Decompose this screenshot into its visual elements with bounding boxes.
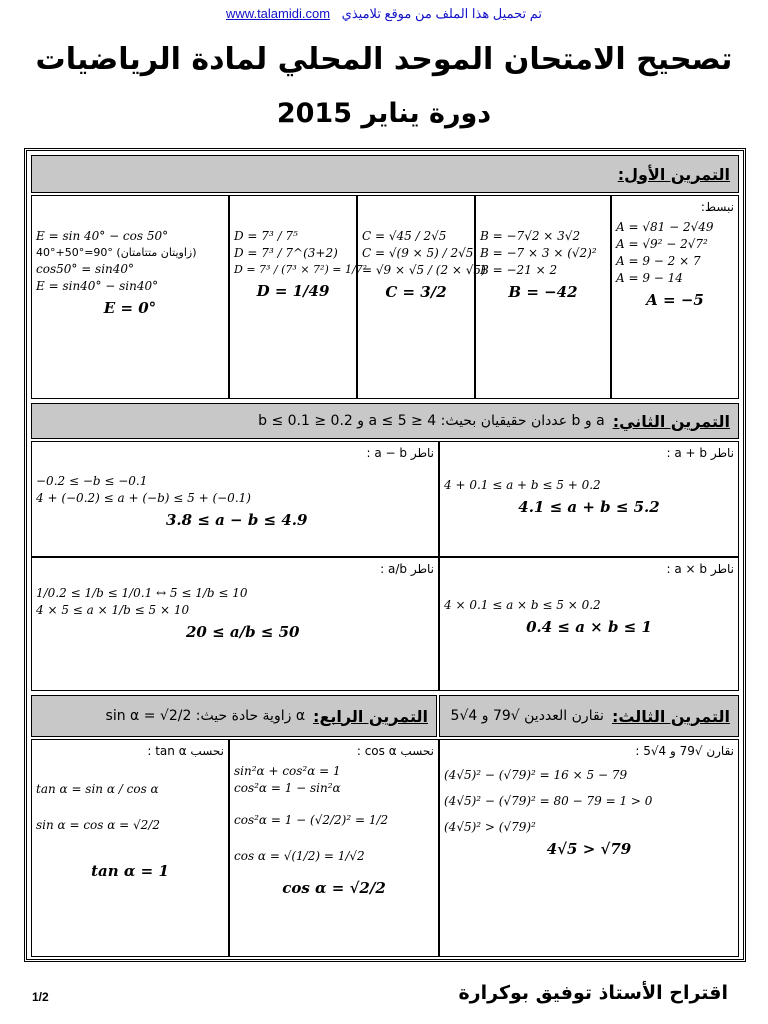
ex1-a-result: A = −5 — [646, 291, 704, 309]
ex2-diff — [31, 441, 439, 557]
ex2-prod — [439, 557, 739, 691]
ex1-a-label: نبسط: — [700, 200, 734, 214]
ex4-tan-result: tan α = 1 — [91, 862, 169, 880]
ex1-part-b — [475, 195, 611, 399]
exercise-1-title: التمرين الأول: — [617, 164, 730, 184]
exercise-2-statement: a و b عددان حقيقيان بحيث: 4 ≤ a ≤ 5 و 0.2 ≤ b ≤ 0.1 — [258, 413, 605, 429]
ex2-diff-line: 4 + (−0.2) ≤ a + (−b) ≤ 5 + (−0.1) — [36, 491, 251, 505]
ex1-e-line: E = sin 40° − cos 50° — [36, 229, 169, 243]
ex4-cos-line: cos²α = 1 − sin²α — [234, 781, 341, 795]
ex1-c-line: = √9 × √5 / (2 × √5) — [362, 263, 486, 277]
ex2-quot-line: 1/0.2 ≤ 1/b ≤ 1/0.1 ↔ 5 ≤ 1/b ≤ 10 — [36, 586, 248, 600]
ex4-cos-result: cos α = √2/2 — [282, 879, 386, 897]
solutions-frame — [24, 148, 746, 962]
ex2-quot — [31, 557, 439, 691]
ex4-tan-label: نحسب tan α : — [147, 744, 224, 758]
ex1-b-line: B = −21 × 2 — [480, 263, 558, 277]
ex4-cos — [229, 739, 439, 957]
exercise-2-header — [31, 403, 739, 439]
ex1-c-result: C = 3/2 — [385, 283, 447, 301]
page-number: 1/2 — [32, 990, 49, 1004]
ex1-d-line: D = 7³ / 7⁵ — [234, 229, 298, 243]
ex2-diff-line: −0.2 ≤ −b ≤ −0.1 — [36, 474, 148, 488]
ex1-part-d — [229, 195, 368, 399]
ex1-d-line: D = 7³ / 7^(3+2) — [234, 246, 338, 260]
ex2-sum-result: 4.1 ≤ a + b ≤ 5.2 — [518, 498, 660, 516]
ex1-c-line: C = √(9 × 5) / 2√5 — [362, 246, 474, 260]
ex1-a-line: A = √81 − 2√49 — [616, 220, 714, 234]
ex2-prod-line: 4 × 0.1 ≤ a × b ≤ 5 × 0.2 — [444, 598, 601, 612]
ex1-e-line: 40°+50°=90° (زاويتان متتامتان) — [36, 246, 197, 259]
exercise-2-title: التمرين الثاني: — [612, 411, 730, 431]
ex1-e-line: cos50° = sin40° — [36, 262, 135, 276]
page-subtitle: دورة يناير 2015 — [276, 98, 492, 129]
site-header — [0, 6, 768, 22]
ex4-tan-line: sin α = cos α = √2/2 — [36, 818, 160, 832]
ex2-quot-line: 4 × 5 ≤ a × 1/b ≤ 5 × 10 — [36, 603, 190, 617]
ex1-d-line: D = 7³ / (7³ × 7²) = 1/7² — [234, 263, 368, 276]
ex3-solution — [439, 739, 739, 957]
exercise-4-header — [31, 695, 437, 737]
ex1-part-c — [357, 195, 486, 399]
ex2-diff-result: 3.8 ≤ a − b ≤ 4.9 — [166, 511, 308, 529]
ex2-prod-label: ناطر a × b : — [666, 562, 734, 576]
ex3-line: (4√5)² − (√79)² = 80 − 79 = 1 > 0 — [444, 794, 653, 808]
exercise-4-title: التمرين الرابع: — [313, 706, 428, 726]
ex1-a-line: A = 9 − 14 — [616, 271, 683, 285]
ex1-b-line: B = −7 × 3 × (√2)² — [480, 246, 597, 260]
exercise-4-statement: α زاوية حادة حيث: sin α = √2/2 — [105, 708, 306, 724]
download-note: تم تحميل هذا الملف من موقع تلاميذي — [341, 6, 542, 21]
ex2-prod-result: 0.4 ≤ a × b ≤ 1 — [526, 618, 652, 636]
ex1-b-result: B = −42 — [508, 283, 578, 301]
ex2-diff-label: ناطر a − b : — [366, 446, 434, 460]
ex4-tan — [31, 739, 229, 957]
ex4-cos-line: sin²α + cos²α = 1 — [234, 764, 341, 778]
exercise-1-header — [31, 155, 739, 193]
author-signature: اقتراح الأستاذ توفيق بوكرارة — [458, 982, 728, 1004]
ex1-a-line: A = 9 − 2 × 7 — [616, 254, 701, 268]
ex3-line: (4√5)² > (√79)² — [444, 820, 536, 834]
exercise-3-header — [439, 695, 739, 737]
ex3-label: نقارن √79 و 4√5 : — [635, 744, 734, 758]
site-link[interactable]: www.talamidi.com — [226, 6, 331, 21]
ex4-cos-line: cos²α = 1 − (√2/2)² = 1/2 — [234, 813, 389, 827]
page-title: تصحيح الامتحان الموحد المحلي لمادة الرياضيات — [35, 42, 733, 77]
ex2-sum-label: ناطر a + b : — [666, 446, 734, 460]
ex4-cos-line: cos α = √(1/2) = 1/√2 — [234, 849, 365, 863]
ex2-sum — [439, 441, 739, 557]
ex2-quot-result: 20 ≤ a/b ≤ 50 — [186, 623, 300, 641]
ex1-part-e — [31, 195, 229, 399]
ex1-e-line: E = sin40° − sin40° — [36, 279, 159, 293]
exercise-3-title: التمرين الثالث: — [611, 706, 730, 726]
ex1-c-line: C = √45 / 2√5 — [362, 229, 447, 243]
ex2-sum-line: 4 + 0.1 ≤ a + b ≤ 5 + 0.2 — [444, 478, 601, 492]
ex1-a-line: A = √9² − 2√7² — [616, 237, 708, 251]
ex4-tan-line: tan α = sin α / cos α — [36, 782, 159, 796]
ex1-part-a — [611, 195, 739, 399]
ex4-cos-label: نحسب cos α : — [356, 744, 434, 758]
ex3-result: 4√5 > √79 — [546, 840, 632, 858]
ex1-b-line: B = −7√2 × 3√2 — [480, 229, 581, 243]
ex3-line: (4√5)² − (√79)² = 16 × 5 − 79 — [444, 768, 628, 782]
ex1-d-result: D = 1/49 — [256, 282, 330, 300]
ex1-e-result: E = 0° — [103, 299, 157, 317]
ex2-quot-label: ناطر a/b : — [380, 562, 434, 576]
exercise-3-statement: نقارن العددين √79 و 4√5 — [450, 708, 604, 724]
